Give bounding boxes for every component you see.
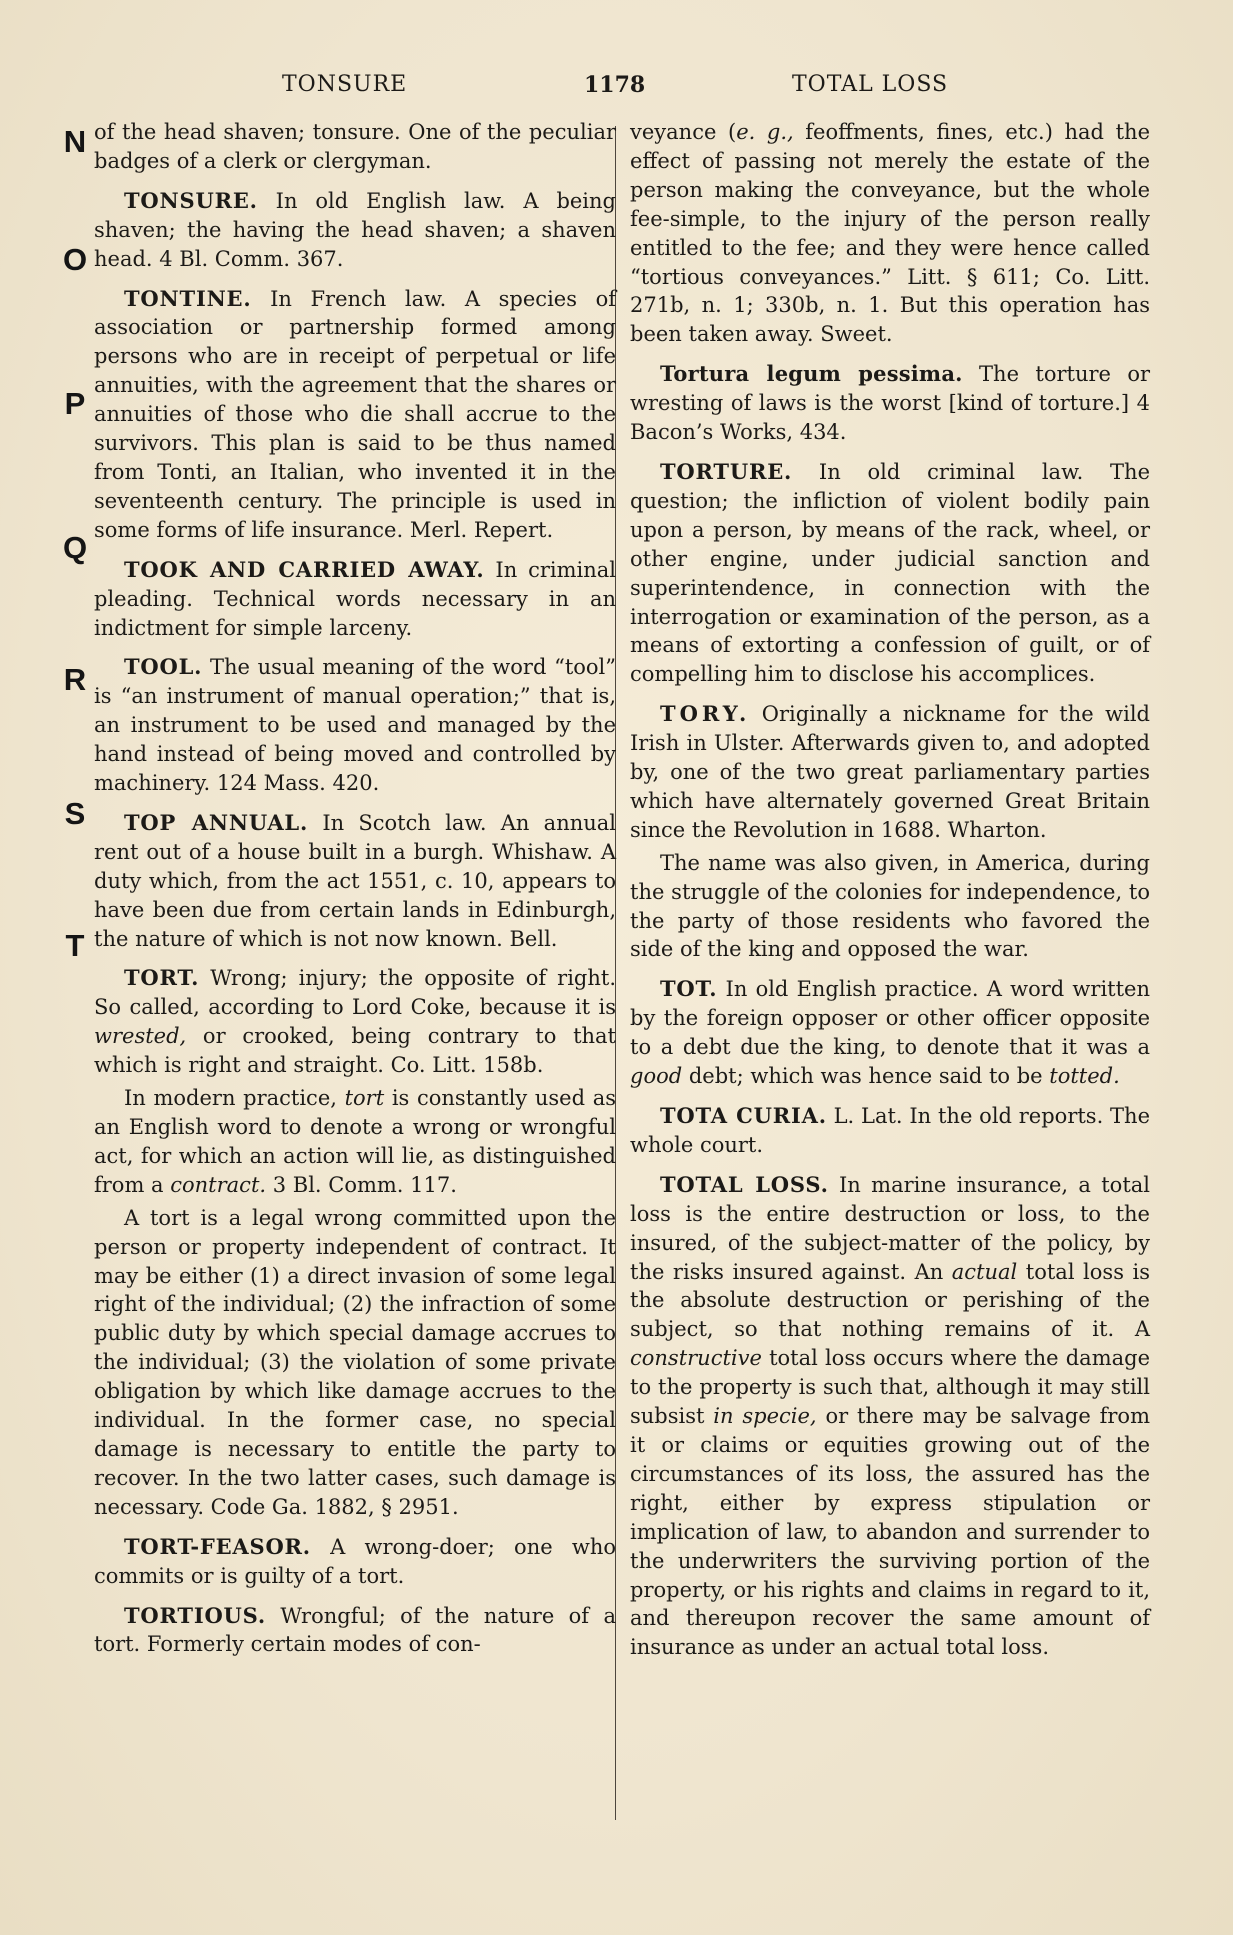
entry-italic: actual	[951, 1259, 1018, 1284]
entry-tortious-continued	[630, 118, 1150, 349]
thumb-letter-p: P	[64, 386, 86, 421]
thumb-letter-q: Q	[62, 530, 88, 565]
headword: TORTURE.	[660, 458, 793, 484]
entry-italic: contract.	[170, 1172, 267, 1197]
headword: TOOK AND CARRIED AWAY.	[124, 556, 485, 582]
running-head	[0, 72, 1233, 104]
thumb-letter-r: R	[63, 662, 87, 697]
headword: TOOL.	[124, 654, 203, 680]
headword: TORTIOUS.	[124, 1602, 266, 1628]
entry-tory	[630, 700, 1150, 845]
entry-text: A tort is a legal wrong committed upon the person or property independent of contract. It may be either (1) a direct invasion of some legal right of the individual; (2) the infraction of some public duty by which special damage accrues to the individual; (3) the violation of some private obligation by which like damage accrues to the individual. In the former case, no special damage is necessary to entitle the party to recover. In the two latter cases, such damage is necessary. Code Ga. 1882, § 2951.	[94, 1205, 616, 1519]
thumb-index	[57, 124, 93, 1004]
headword: TOP ANNUAL.	[124, 809, 309, 835]
entry-tort	[94, 964, 616, 1080]
entry-italic: wrested,	[94, 1024, 187, 1049]
entry-text: is constantly used as an English word to denote a wrong or wrongful act, for which an action will lie, as distinguished from a	[94, 1086, 616, 1197]
entry-text: Originally a nickname for the wild Irish in Ulster. Afterwards given to, and adopted by, one of the two great parliamentary parties which have alternately governed Great Britain since the Revolution in 1688. Wharton.	[630, 702, 1150, 842]
entry-tort-definition	[94, 1204, 616, 1522]
entry-italic: good	[630, 1064, 683, 1089]
entry-tota-curia	[630, 1102, 1150, 1160]
entry-text: In modern practice,	[124, 1086, 345, 1111]
entry-italic: e. g.,	[736, 120, 794, 144]
entry-tortious	[94, 1602, 616, 1660]
entry-text: The torture or wresting of laws is the worst [kind of torture.] 4 Bacon’s Works, 434.	[630, 362, 1150, 445]
entry-text: debt; which was hence said to be	[682, 1064, 1050, 1089]
headword: TONTINE.	[124, 285, 252, 311]
entry-italic: tort	[344, 1086, 385, 1111]
entry-text: In old English law. A being shaven; the having the head shaven; a shaven head. 4 Bl. Comm. 367.	[94, 188, 616, 271]
entry-italic: in specie,	[713, 1404, 817, 1429]
entry-text: Wrong; injury; the opposite of right. So called, according to Lord Coke, because it is	[94, 966, 616, 1020]
entry-tort-feasor	[94, 1533, 616, 1591]
thumb-letter-s: S	[64, 796, 86, 831]
thumb-letter-o: O	[62, 242, 88, 277]
entry-text: Wrongful; of the nature of a tort. Formerly certain modes of con-	[94, 1603, 616, 1657]
entry-text: The name was also given, in America, during the struggle of the colonies for independence, to the party of those residents who favored the side of the king and opposed the war.	[630, 850, 1150, 962]
entry-tory-america	[630, 849, 1150, 965]
headword: TORY.	[660, 701, 751, 727]
headword: TOT.	[660, 976, 718, 1002]
entry-text: In marine insurance, a total loss is the entire destruction or loss, to the insured, of the subject-matter of the policy, by the risks insured against. An	[630, 1172, 1150, 1284]
running-head-left: TONSURE	[282, 72, 408, 97]
entry-text: 3 Bl. Comm. 117.	[266, 1172, 457, 1197]
thumb-letter-t: T	[65, 928, 85, 963]
headword: TONSURE.	[124, 187, 258, 213]
entry-text: The usual meaning of the word “tool” is “an instrument of manual operation;” that is, an instrument to be used and managed by the hand instead of being moved and controlled by machinery. 124 Mass. 420.	[94, 655, 616, 796]
thumb-letter-n: N	[63, 124, 87, 159]
left-column	[94, 118, 616, 1838]
headword: TORT.	[124, 965, 200, 991]
entry-text: of the head shaven; tonsure. One of the peculiar badges of a clerk or clergyman.	[94, 120, 616, 173]
entry-tontine	[94, 285, 616, 545]
entry-text: In criminal pleading. Technical words necessary in an indictment for simple larceny.	[94, 557, 616, 640]
headword: TOTAL LOSS.	[660, 1171, 829, 1197]
entry-text: A wrong-doer; one who commits or is guilty of a tort.	[94, 1534, 616, 1588]
entry-text: In old English practice. A word written by the foreign opposer or other officer opposite to a debt due the king, to denote that it was a	[630, 977, 1150, 1060]
entry-tool	[94, 653, 616, 798]
entry-text: feoffments, fines, etc.) had the effect of passing not merely the estate of the person making the conveyance, but the whole fee-simple, to the injury of the person really entitled to the fee; and they were hence called “tortious conveyances.” Litt. § 611; Co. Litt. 271b, n. 1; 330b, n. 1. But this operation has been taken away. Sweet.	[630, 120, 1150, 347]
entry-total-loss	[630, 1171, 1150, 1662]
entry-text: or crooked, being contrary to that which is right and straight. Co. Litt. 158b.	[94, 1024, 616, 1078]
entry-italic: totted.	[1049, 1064, 1120, 1089]
page-number: 1178	[584, 72, 646, 98]
headword: TORT-FEASOR.	[124, 1533, 311, 1559]
entry-tortura-legum-pessima	[630, 360, 1150, 447]
entry-top-annual	[94, 809, 616, 954]
entry-text: or there may be salvage from it or claims or equities growing out of the circumstances of its loss, the assured has the right, either by express stipulation or implication of law, to abandon and surrender to the underwriters the surviving portion of the property, or his rights and claims in regard to it, and thereupon recover the same amount of insurance as under an actual total loss.	[630, 1404, 1150, 1660]
entry-tonsure	[94, 187, 616, 274]
entry-text: total loss is the absolute destruction or perishing of the subject, so that nothing remains of it. A	[630, 1259, 1150, 1342]
entry-italic: constructive	[630, 1346, 762, 1371]
entry-text: In French law. A species of association or partnership formed among persons who are in receipt of perpetual or life annuities, with the agreement that the shares or annuities of those who die shall accrue to the survivors. This plan is said to be thus named from Tonti, an Italian, who invented it in the seventeenth century. The principle is used in some forms of life insurance. Merl. Repert.	[94, 286, 616, 542]
right-column	[624, 118, 1150, 1838]
entry-text: total loss occurs where the damage to the property is such that, although it may still subsist	[630, 1346, 1150, 1429]
entry-tort-modern-practice	[94, 1084, 616, 1200]
entry-text: In Scotch law. An annual rent out of a house built in a burgh. Whishaw. A duty which, from the act 1551, c. 10, appears to have been due from certain lands in Edinburgh, the nature of which is not now known. Bell.	[94, 810, 616, 951]
entry-text: L. Lat. In the old reports. The whole court.	[630, 1104, 1150, 1157]
entry-text: In old criminal law. The question; the infliction of violent bodily pain upon a person, by means of the rack, wheel, or other engine, under judicial sanction and superintendence, in connection with the interrogation or examination of the person, as a means of extorting a confession of guilt, or of compelling him to disclose his accomplices.	[630, 459, 1150, 687]
entry-took-and-carried-away	[94, 556, 616, 643]
running-head-right: TOTAL LOSS	[792, 72, 949, 97]
entry-continuation	[94, 118, 616, 176]
headword: TOTA CURIA.	[660, 1103, 827, 1128]
entry-torture	[630, 458, 1150, 689]
headword: Tortura legum pessima.	[660, 361, 963, 387]
entry-text: veyance (	[630, 120, 737, 144]
entry-tot	[630, 975, 1150, 1091]
